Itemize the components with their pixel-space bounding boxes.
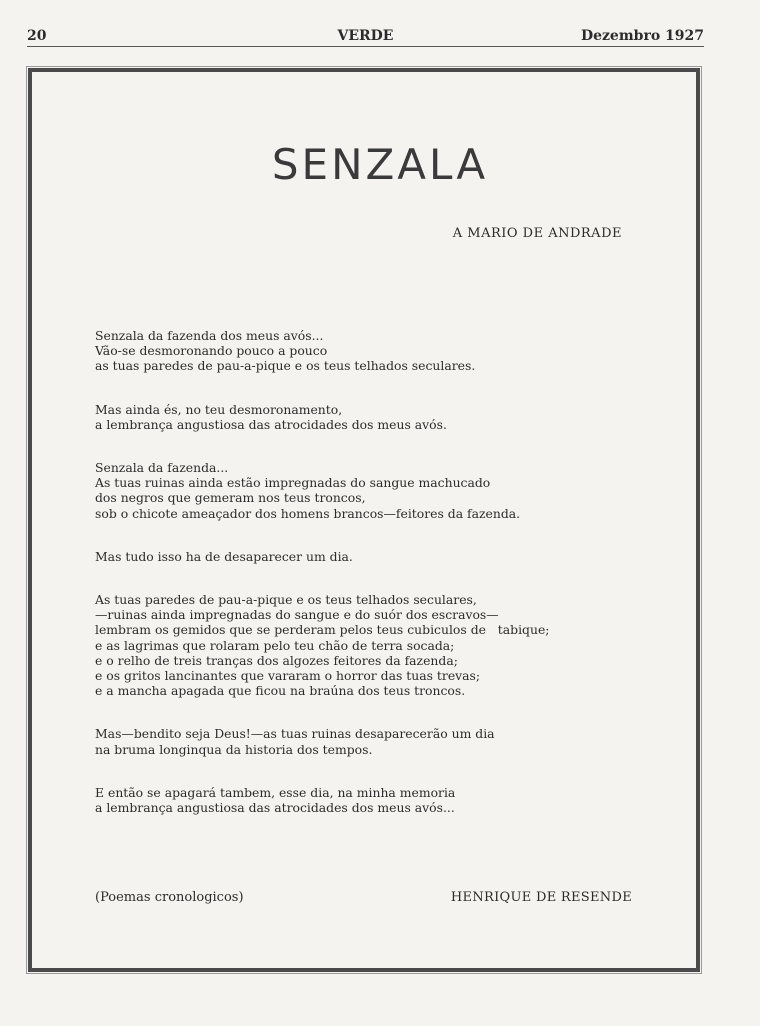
poem-body	[95, 328, 655, 843]
poem-line: sob o chicote ameaçador dos homens brancos—feitores da fazenda.	[95, 505, 521, 521]
poem-line: Mas ainda és, no teu desmoronamento,	[95, 401, 343, 417]
poem-line: Senzala da fazenda...	[95, 460, 229, 476]
poem-line: a lembrança angustiosa das atrocidades dos meus avós...	[95, 800, 455, 816]
poem-line: As tuas paredes de pau-a-pique e os teus telhados seculares,	[95, 592, 477, 608]
stanza	[95, 785, 655, 815]
poem-line: lembram os gemidos que se perderam pelos teus cubiculos de tabique;	[95, 622, 550, 638]
poem-line: Mas tudo isso ha de desaparecer um dia.	[95, 548, 353, 564]
poem-author: HENRIQUE DE RESENDE	[450, 890, 632, 905]
poem-line: E então se apagará tambem, esse dia, na minha memoria	[95, 784, 456, 800]
source-note: (Poemas cronologicos)	[95, 890, 244, 905]
issue-date: Dezembro 1927	[580, 28, 704, 44]
page-number: 20	[27, 28, 47, 44]
poem-line: e o relho de treis tranças dos algozes feitores da fazenda;	[95, 652, 458, 668]
poem-line: e as lagrimas que rolaram pelo teu chão de terra socada;	[95, 637, 455, 653]
stanza	[95, 549, 655, 564]
poem-line: Mas—bendito seja Deus!—as tuas ruinas desaparecerão um dia	[95, 726, 495, 742]
poem-line: na bruma longinqua da historia dos tempos.	[95, 741, 373, 757]
poem-line: dos negros que gemeram nos teus troncos,	[95, 490, 366, 506]
stanza	[95, 328, 655, 374]
stanza	[95, 402, 655, 432]
poem-line: as tuas paredes de pau-a-pique e os teus telhados seculares.	[95, 358, 476, 374]
poem-line: —ruinas ainda impregnadas do sangue e do suór dos escravos—	[95, 607, 499, 623]
poem-title: SENZALA	[271, 140, 489, 189]
page-header	[27, 26, 704, 47]
poem-line: As tuas ruinas ainda estão impregnadas do sangue machucado	[95, 475, 491, 491]
stanza	[95, 726, 655, 756]
poem-line: Senzala da fazenda dos meus avós...	[95, 328, 324, 343]
poem-line: Vão-se desmoronando pouco a pouco	[95, 343, 328, 359]
magazine-name: VERDE	[337, 28, 394, 44]
stanza	[95, 592, 655, 698]
poem-line: e os gritos lancinantes que vararam o horror das tuas trevas;	[95, 668, 481, 684]
poem-line: e a mancha apagada que ficou na braúna dos teus troncos.	[95, 683, 466, 699]
stanza	[95, 460, 655, 521]
poem-line: a lembrança angustiosa das atrocidades dos meus avós.	[95, 416, 447, 432]
poem-dedication: A MARIO DE ANDRADE	[452, 226, 622, 241]
